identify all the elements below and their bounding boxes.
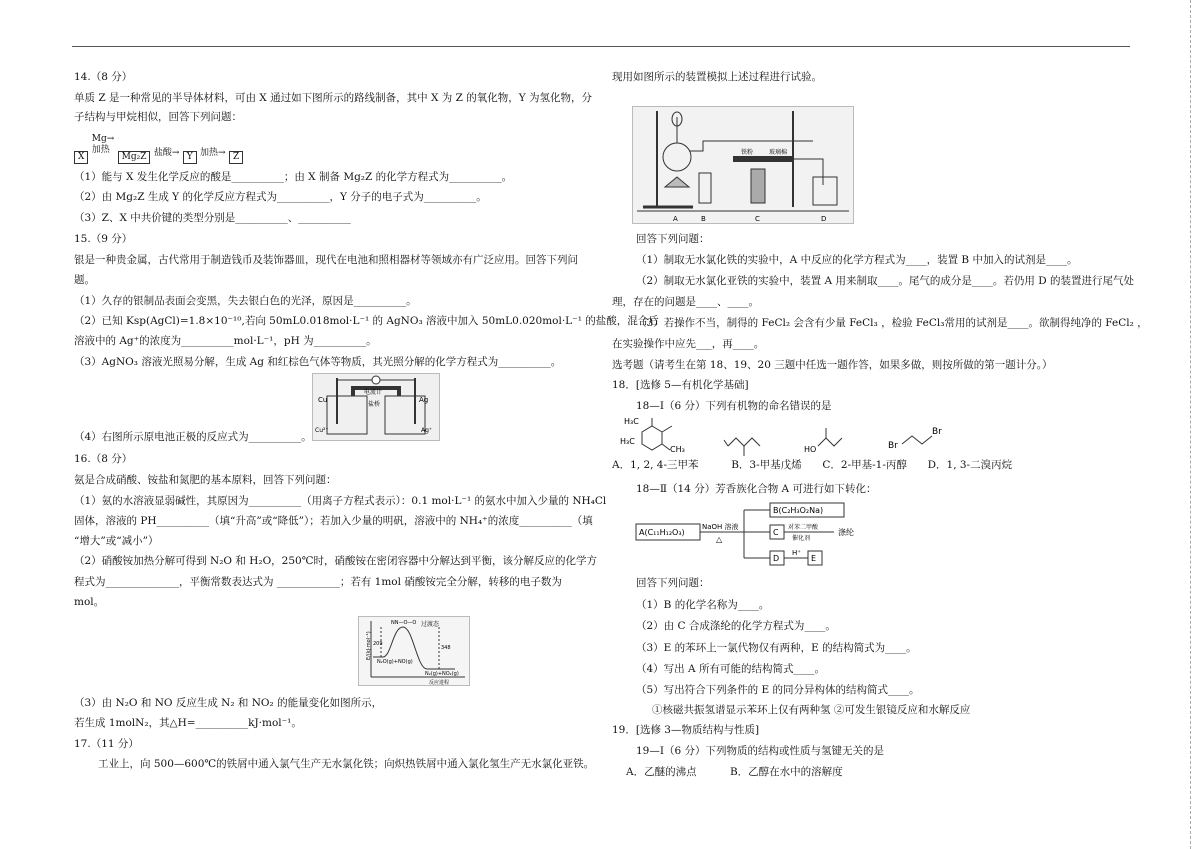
galvanic-cell-svg	[313, 374, 439, 440]
q14-part2: （2）由 Mg₂Z 生成 Y 的化学反应方程式为__________，Y 分子的电子式为__________。	[74, 191, 487, 203]
q15-part2-a: （2）已知 Ksp(AgCl)=1.8×10⁻¹⁰,若向 50mL0.018mol·L⁻¹ 的 AgNO₃ 溶液中加入 50mL0.020mol·L⁻¹ 的盐酸，混合后	[74, 315, 659, 327]
battery-cu: Cu	[318, 396, 328, 404]
apparatus-iron: 铁粉	[741, 149, 754, 156]
header-rule	[72, 46, 1130, 47]
q19-1-options: A．乙醚的沸点 B．乙醇在水中的溶解度	[626, 766, 843, 778]
q17-answer-intro: 回答下列问题：	[636, 233, 710, 245]
q18-2-answer-intro: 回答下列问题：	[636, 577, 710, 589]
scheme-b: B(C₂H₃O₂Na)	[773, 506, 824, 515]
scheme-e: E	[811, 554, 817, 563]
mol-ch3: CH₃	[670, 445, 685, 454]
galvanic-cell-figure	[312, 373, 440, 441]
scheme-cond2: 催化剂	[792, 535, 811, 542]
q17-part2-a: （2）制取无水氯化亚铁的实验中，装置 A 用来制取____。尾气的成分是____。若仍用 D 的装置进行尾气处	[636, 275, 1135, 287]
q14-stem-1: 单质 Z 是一种常见的半导体材料，可由 X 通过如下图所示的路线制备，其中 X 为 Z 的氧化物，Y 为氢化物，分	[74, 92, 593, 104]
q17-stem: 工业上，向 500—600℃的铁屑中通入氯气生产无水氯化铁；向炽热铁屑中通入氯化氢生产无水氯化亚铁。	[98, 758, 595, 770]
flow-x: X	[74, 151, 88, 164]
q19-1-stem: 19—Ⅰ（6 分）下列物质的结构或性质与氢键无关的是	[636, 745, 885, 757]
battery-ag-ion: Ag⁺	[421, 427, 433, 434]
q17-stem-2: 现用如图所示的装置模拟上述过程进行试验。	[612, 71, 822, 83]
energy-ts: 过渡态	[421, 621, 440, 628]
flow-acid: 盐酸	[153, 148, 172, 158]
elective-note: 选考题（请考生在第 18、19、20 三题中任选一题作答，如果多做，则按所做的第一题计分。）	[612, 359, 1053, 371]
q18-1-options	[612, 458, 1012, 472]
q18-title: 18．[选修 5—有机化学基础]	[612, 379, 749, 391]
q15-title: 15.（9 分）	[74, 233, 133, 245]
scheme-product: 涤纶	[838, 528, 854, 537]
q16-part1-c: “增大”或“减小”）	[74, 535, 159, 547]
option-d: D．1, 3-二溴丙烷	[927, 459, 1013, 471]
mol-ho: HO	[804, 445, 817, 454]
battery-cu-ion: Cu²⁺	[315, 427, 329, 434]
mol-h3c-2: H₃C	[620, 437, 635, 446]
energy-xlabel: 反应进程	[429, 680, 450, 685]
scheme-cond1: 对苯二甲酸	[788, 524, 819, 531]
scheme-c: C	[773, 528, 779, 537]
q18-1-stem: 18—Ⅰ（6 分）下列有机物的命名错误的是	[636, 400, 832, 412]
q18-2-part5: （5）写出符合下列条件的 E 的同分异构体的结构简式____。	[636, 684, 920, 696]
apparatus-c: C	[755, 215, 760, 223]
option-a: A．1, 2, 4-三甲苯	[612, 459, 699, 471]
energy-diagram-svg	[359, 617, 469, 685]
apparatus-b: B	[701, 215, 706, 223]
q17-part3-a: （3）若操作不当，制得的 FeCl₂ 会含有少量 FeCl₃ ，检验 FeCl₃常用的试剂是____。欲制得纯净的 FeCl₂ ，	[636, 317, 1148, 329]
apparatus-wool: 玻璃棉	[769, 149, 788, 156]
q16-part1-a: （1）氨的水溶液显弱碱性，其原因为__________（用离子方程式表示）：0.1 mol·L⁻¹ 的氨水中加入少量的 NH₄Cl	[74, 495, 607, 507]
q17-part3-b: 在实验操作中应先___，再____。	[612, 338, 765, 350]
scheme-a: A(C₁₁H₁₂O₃)	[639, 528, 685, 537]
energy-diagram	[358, 616, 470, 686]
scheme-delta: △	[716, 535, 723, 544]
q16-title: 16.（8 分）	[74, 453, 133, 465]
q14-part1: （1）能与 X 发生化学反应的酸是__________；由 X 制备 Mg₂Z 的化学方程式为__________。	[74, 171, 513, 183]
binding-line	[1190, 0, 1191, 849]
apparatus-figure	[632, 106, 854, 224]
flow-y: Y	[183, 151, 197, 164]
flow-mg: Mg	[91, 134, 107, 144]
q17-part2-b: 理，存在的问题是____、____。	[612, 296, 759, 308]
q14-title: 14.（8 分）	[74, 71, 133, 83]
q18-2-part2: （2）由 C 合成涤纶的化学方程式为____。	[636, 620, 836, 632]
energy-e2: 348	[441, 645, 451, 651]
q15-stem-2: 题。	[74, 274, 95, 286]
battery-meter: 电流计	[364, 389, 383, 396]
energy-top: NN—O—O	[391, 620, 417, 626]
scheme-d: D	[773, 554, 780, 563]
q15-part4: （4）右图所示原电池正极的反应式为__________。	[74, 431, 312, 443]
q18-2-stem: 18—Ⅱ（14 分）芳香族化合物 A 可进行如下转化：	[636, 483, 877, 495]
energy-reactants: N₂O(g)+NO(g)	[377, 659, 413, 665]
flow-heat2: 加热	[200, 148, 219, 158]
battery-bridge: 盐桥	[368, 401, 381, 408]
q17-title: 17.（11 分）	[74, 738, 139, 750]
battery-ag: Ag	[419, 396, 429, 404]
apparatus-d: D	[821, 215, 827, 223]
q16-part2-c: mol。	[74, 596, 105, 608]
flow-z: Z	[229, 151, 243, 164]
q18-2-part1: （1）B 的化学名称为____。	[636, 599, 770, 611]
reaction-scheme	[612, 502, 932, 570]
molecule-structures	[612, 416, 1012, 462]
q14-part3: （3）Z、X 中共价键的类型分别是__________、__________	[74, 212, 351, 224]
q16-part3-a: （3）由 N₂O 和 NO 反应生成 N₂ 和 NO₂ 的能量变化如图所示，	[74, 697, 383, 709]
q14-flow-diagram: X Mg→ 加热 Mg₂Z 盐酸→ Y 加热→ Z	[74, 136, 243, 164]
q15-part1: （1）久存的银制品表面会变黑，失去银白色的光泽，原因是__________。	[74, 295, 417, 307]
scheme-reagent: NaOH 溶液	[702, 523, 739, 531]
energy-ylabel: E/(kJ·mol⁻¹)	[366, 631, 372, 660]
scheme-hplus: H⁺	[792, 549, 801, 557]
q18-2-conditions: ①核磁共振氢谱显示苯环上仅有两种氢 ②可发生银镜反应和水解反应	[652, 704, 971, 716]
q19-title: 19．[选修 3—物质结构与性质]	[612, 724, 760, 736]
reaction-scheme-svg	[612, 502, 932, 570]
energy-e1: 209	[373, 641, 383, 647]
apparatus-svg	[633, 107, 853, 223]
mol-br-2: Br	[932, 427, 942, 437]
mol-br-1: Br	[888, 441, 898, 451]
q16-part2-a: （2）硝酸铵加热分解可得到 N₂O 和 H₂O，250℃时，硝酸铵在密闭容器中分解达到平衡，该分解反应的化学方	[74, 555, 597, 567]
q16-part1-b: 固体，溶液的 PH__________（填“升高”或“降低”）；若加入少量的明矾，溶液中的 NH₄⁺的浓度__________（填	[74, 515, 593, 527]
option-b: B．3-甲基戊烯	[731, 459, 802, 471]
q15-part2-b: 溶液中的 Ag⁺的浓度为__________mol·L⁻¹，pH 为__________。	[74, 335, 377, 347]
q16-stem: 氨是合成硝酸、铵盐和氮肥的基本原料，回答下列问题：	[74, 474, 337, 486]
q18-2-part4: （4）写出 A 所有可能的结构简式____。	[636, 663, 825, 675]
q17-part1: （1）制取无水氯化铁的实验中，A 中反应的化学方程式为____，装置 B 中加入的试剂是____。	[636, 254, 1078, 266]
q15-stem-1: 银是一种贵金属，古代常用于制造钱币及装饰器皿，现代在电池和照相器材等领域亦有广泛应用。回答下列问	[74, 254, 578, 266]
q16-part3-b: 若生成 1molN₂，其△H=__________kJ·mol⁻¹。	[74, 717, 302, 729]
q14-stem-2: 子结构与甲烷相似，回答下列问题：	[74, 111, 242, 123]
energy-products: N₂(g)+NO₂(g)	[425, 671, 459, 677]
flow-heat: 加热	[91, 145, 110, 155]
q16-part2-b: 程式为______________，平衡常数表达式为 ____________；若有 1mol 硝酸铵完全分解，转移的电子数为	[74, 576, 562, 588]
mol-h3c-1: H₃C	[624, 417, 639, 426]
q15-part3: （3）AgNO₃ 溶液光照易分解，生成 Ag 和红棕色气体等物质，其光照分解的化学方程式为__________。	[74, 356, 562, 368]
flow-mg2z: Mg₂Z	[118, 151, 151, 164]
apparatus-a: A	[673, 215, 678, 223]
option-c: C．2-甲基-1-丙醇	[822, 459, 907, 471]
molecule-svg	[612, 416, 1012, 462]
q18-2-part3: （3）E 的苯环上一氯代物仅有两种，E 的结构简式为____。	[636, 642, 917, 654]
